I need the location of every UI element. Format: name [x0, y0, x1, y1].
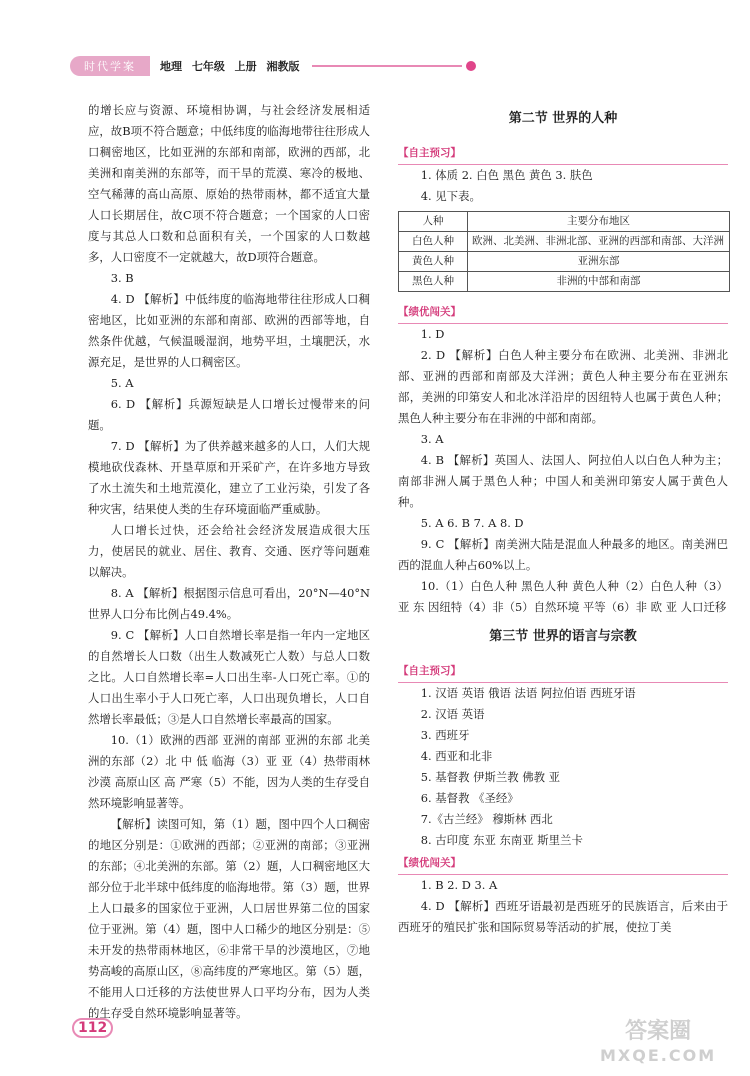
section-2-preview-tag: 【自主预习】 [398, 143, 728, 165]
s3-item: 1. 汉语 英语 俄语 法语 阿拉伯语 西班牙语 [420, 686, 636, 700]
subject-label: 地理 七年级 上册 湘教版 [160, 60, 300, 73]
table-cell: 黄色人种 [399, 252, 468, 272]
section-2-exercise-tag: 【绩优闯关】 [398, 302, 728, 324]
s3-answer-1-3: 1. B 2. D 3. A [420, 878, 498, 892]
section-3-preview-tag: 【自主预习】 [398, 661, 728, 683]
s2-preview-2: 4. 见下表。 [420, 189, 481, 203]
page-number: 112 [72, 1018, 113, 1038]
answer-3: 3. B [110, 271, 134, 285]
answer-continuation: 的增长应与资源、环境相协调，与社会经济发展相适应，故B项不符合题意；中低纬度的临海地带往往形成人口稠密地区，比如亚洲的东部和南部，欧洲的西部，北美洲和南美洲的东部等，而干旱的荒漠、寒冷的极地、空气稀薄的高山高原、原始的热带雨林，都不适宜大量人口长期居住，故C项不符合题意；一个国家的人口密度与其总人口数和总面积有关，一个国家的人口数越多，人口密度不一定就越大，故D项符合题意。 [88, 103, 370, 264]
watermark-title: 答案圈 [625, 1019, 692, 1044]
brand-label: 时代学案 [70, 56, 150, 76]
s2-answer-4: 4. B 【解析】英国人、法国人、阿拉伯人以白色人种为主；南部非洲人属于黑色人种；中国人和美洲印第安人属于黄色人种。 [398, 453, 728, 509]
answer-9: 9. C 【解析】人口自然增长率是指一年内一定地区的自然增长人口数（出生人数减死亡人数）与总人口数之比。人口自然增长率=人口出生率-人口死亡率。①的人口出生率小于人口死亡率，人口出现负增长，人口自然增长率最低；③是人口自然增长率最高的国家。 [88, 628, 370, 726]
s3-item: 7.《古兰经》 穆斯林 西北 [420, 812, 553, 826]
answer-7-extra: 人口增长过快，还会给社会经济发展造成很大压力，使居民的就业、居住、教育、交通、医疗等问题难以解决。 [88, 523, 370, 579]
table-cell: 亚洲东部 [468, 252, 730, 272]
table-row [399, 272, 730, 292]
watermark-url: MXQE.COM [600, 1046, 717, 1065]
header-dot-icon [466, 61, 476, 71]
s2-answer-1: 1. D [420, 327, 445, 341]
s2-answer-2: 2. D 【解析】白色人种主要分布在欧洲、北美洲、非洲北部、亚洲的西部和南部及大洋洲；黄色人种主要分布在亚洲东部，美洲的印第安人和北冰洋沿岸的因纽特人也属于黄色人种；黑色人种主要分布在非洲的中部和南部。 [398, 348, 728, 425]
answer-4: 4. D 【解析】中低纬度的临海地带往往形成人口稠密地区，比如亚洲的东部和南部、欧洲的西部等地，自然条件优越，气候温暖湿润，地势平坦，土壤肥沃，水源充足，是世界的人口稠密区。 [88, 292, 370, 369]
s3-item: 4. 西亚和北非 [420, 749, 493, 763]
s2-answer-5-8: 5. A 6. B 7. A 8. D [420, 516, 524, 530]
s3-item: 2. 汉语 英语 [420, 707, 485, 721]
answer-6: 6. D 【解析】兵源短缺是人口增长过慢带来的问题。 [88, 397, 370, 432]
s3-item: 6. 基督教 《圣经》 [420, 791, 519, 805]
answer-10: 10.（1）欧洲的西部 亚洲的南部 亚洲的东部 北美洲的东部（2）北 中 低 临海（3）亚 亚（4）热带雨林 沙漠 高原山区 高 严寒（5）不能，因为人类的生存受自然环境影响显著等。 [88, 733, 370, 810]
s3-item: 8. 古印度 东亚 东南亚 斯里兰卡 [420, 833, 583, 847]
answer-10-analysis: 【解析】读图可知，第（1）题，图中四个人口稠密的地区分别是：①欧洲的西部；②亚洲的南部；③亚洲的东部；④北美洲的东部。第（2）题，人口稠密地区大部分位于北半球中低纬度的临海地带。第（3）题，世界上人口最多的国家位于亚洲，人口居世界第二位的国家位于亚洲。第（4）题，图中人口稀少的地区分别是：⑤未开发的热带雨林地区，⑥非常干旱的沙漠地区，⑦地势高峻的高原山区，⑧高纬度的严寒地区。第（5）题，不能用人口迁移的方法使世界人口平均分布，因为人类的生存受自然环境影响显著等。 [88, 817, 370, 1020]
table-header-cell: 人种 [399, 212, 468, 232]
answer-8: 8. A 【解析】根据图示信息可看出，20°N—40°N 世界人口分布比例占49.4%。 [88, 586, 370, 621]
s2-answer-9: 9. C 【解析】南美洲大陆是混血人种最多的地区。南美洲巴西的混血人种占60%以上。 [398, 537, 728, 572]
answer-7: 7. D 【解析】为了供养越来越多的人口，人们大规模地砍伐森林、开垦草原和开采矿产，在许多地方导致了水土流失和土地荒漠化，建立了工业污染，引发了各种灾害，结果使人类的生存环境面临严重威胁。 [88, 439, 370, 516]
table-cell: 非洲的中部和南部 [468, 272, 730, 292]
table-header-row [399, 212, 730, 232]
s3-answer-4: 4. D 【解析】西班牙语最初是西班牙的民族语言，后来由于西班牙的殖民扩张和国际贸易等活动的扩展，使拉丁美 [398, 899, 728, 934]
right-column [398, 100, 728, 938]
table-row [399, 232, 730, 252]
page-header [70, 56, 476, 76]
section-3-exercise-tag: 【绩优闯关】 [398, 853, 728, 875]
table-row [399, 252, 730, 272]
watermark [600, 1020, 716, 1068]
race-table [398, 211, 730, 292]
left-column [88, 100, 370, 1024]
table-header-cell: 主要分布地区 [468, 212, 730, 232]
header-divider [312, 65, 462, 67]
s2-answer-3: 3. A [420, 432, 444, 446]
table-cell: 欧洲、北美洲、非洲北部、亚洲的西部和南部、大洋洲 [468, 232, 730, 252]
section-2-title: 第二节 世界的人种 [508, 111, 618, 126]
s3-item: 3. 西班牙 [420, 728, 470, 742]
section-3-title: 第三节 世界的语言与宗教 [489, 629, 637, 644]
table-cell: 白色人种 [399, 232, 468, 252]
s3-item: 5. 基督教 伊斯兰教 佛教 亚 [420, 770, 561, 784]
s2-preview-1: 1. 体质 2. 白色 黑色 黄色 3. 肤色 [420, 168, 593, 182]
answer-5: 5. A [110, 376, 134, 390]
s2-answer-10: 10.（1）白色人种 黑色人种 黄色人种（2）白色人种（3）亚 东 因纽特（4）非（5）自然环境 平等（6）非 欧 亚 人口迁移 [398, 579, 728, 614]
table-cell: 黑色人种 [399, 272, 468, 292]
